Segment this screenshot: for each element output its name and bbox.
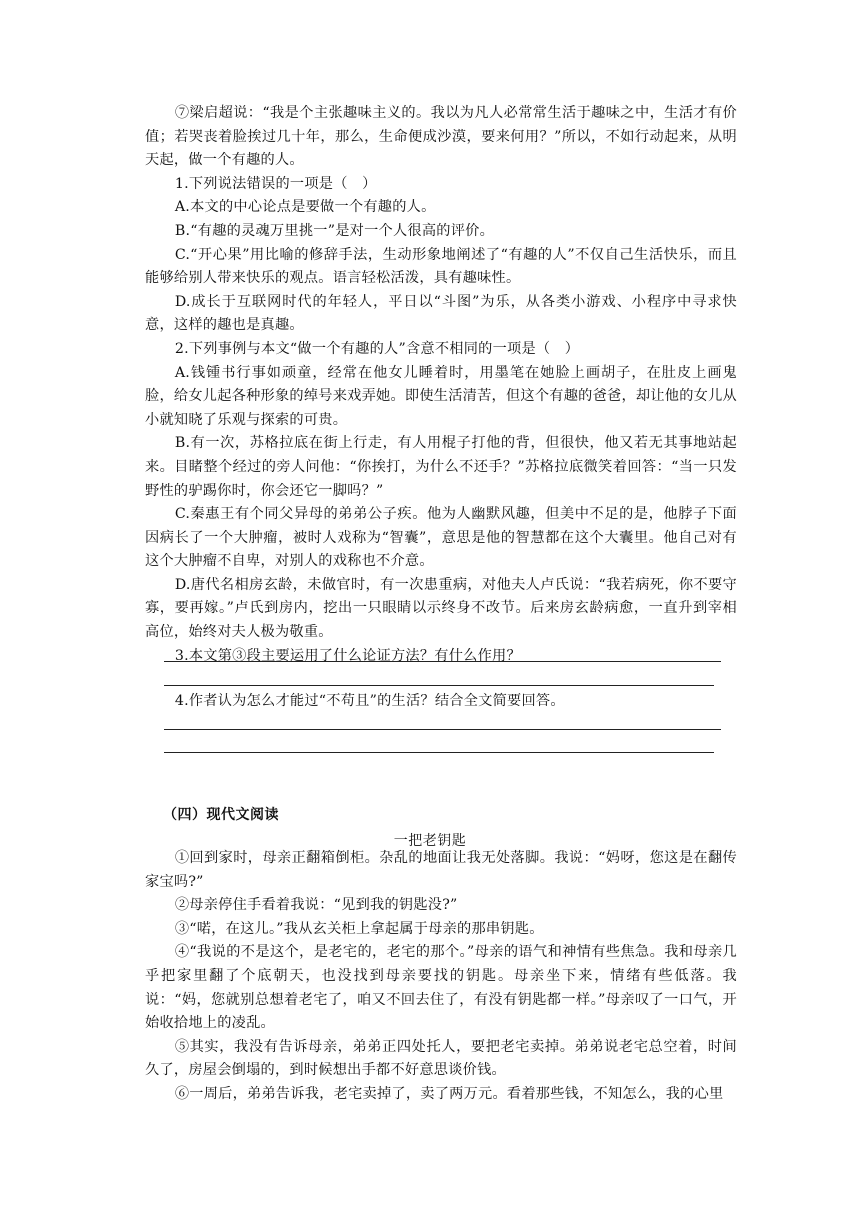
question-1-option-b: B.“有趣的灵魂万里挑一”是对一个人很高的评价。 [174,222,495,239]
question-1-option-a: A.本文的中心论点是要做一个有趣的人。 [174,199,436,216]
passage-title: 一把老钥匙 [393,833,467,849]
passage-paragraph-6: ⑥一周后，弟弟告诉我，老宅卖掉了，卖了两万元。看着那些钱，不知怎么，我的心里 [174,1085,724,1102]
answer-line[interactable] [164,685,714,686]
passage-paragraph-3: ③“喏，在这儿。”我从玄关柜上拿起属于母亲的那串钥匙。 [174,920,544,937]
passage-paragraph-5: ⑤其实，我没有告诉母亲，弟弟正四处托人，要把老宅卖掉。弟弟说老宅总空着，时间久了，房屋会倒塌的，到时候想出手都不好意思谈价钱。 [145,1038,737,1079]
question-4-block [145,690,737,714]
section-heading: （四）现代文阅读 [163,807,279,823]
passage-paragraph-2: ②母亲停住手看着我说：“见到我的钥匙没?” [174,897,458,914]
passage-continuation [145,102,737,668]
answer-line[interactable] [164,661,721,662]
paragraph-7: ⑦梁启超说：“我是个主张趣味主义的。我以为凡人必常常生活于趣味之中，生活才有价值；若哭丧着脸挨过几十年，那么，生命便成沙漠，要来何用？”所以，不如行动起来，从明天起，做一个有趣的人。 [145,105,737,169]
passage-paragraph-4: ④“我说的不是这个，是老宅的，老宅的那个。”母亲的语气和神情有些焦急。我和母亲几乎把家里翻了个底朝天，也没找到母亲要找的钥匙。母亲坐下来，情绪有些低落。我说：“妈，您就别总想着老宅了，咱又不回去住了，有没有钥匙都一样。”母亲叹了一口气，开始收拾地上的凌乱。 [145,944,737,1032]
question-2-option-a: A.钱锺书行事如顽童，经常在他女儿睡着时，用墨笔在她脸上画胡子，在肚皮上画鬼脸，给女儿起各种形象的绰号来戏弄她。即使生活清苦，但这个有趣的爸爸，却让他的女儿从小就知晓了乐观与探索的可贵。 [145,364,737,428]
passage-paragraph-1: ①回到家时，母亲正翻箱倒柜。杂乱的地面让我无处落脚。我说：“妈呀，您这是在翻传家宝吗?” [145,850,737,890]
answer-line[interactable] [164,729,721,730]
question-1-option-d: D.成长于互联网时代的年轻人，平日以“斗图”为乐，从各类小游戏、小程序中寻求快意，这样的趣也是真趣。 [145,293,737,334]
question-2-option-b: B.有一次，苏格拉底在街上行走，有人用棍子打他的背，但很快，他又若无其事地站起来。目睹整个经过的旁人问他：“你挨打，为什么不还手？”苏格拉底微笑着回答：“当一只发野性的驴踢你时，你会还它一脚吗？” [145,435,737,499]
question-3: 3.本文第③段主要运用了什么论证方法？有什么作用？ [174,647,521,664]
answer-line[interactable] [164,752,714,753]
question-2-option-c: C.秦惠王有个同父异母的弟弟公子疾。他为人幽默风趣，但美中不足的是，他脖子下面因病长了一个大肿瘤，被时人戏称为“智囊”，意思是他的智慧都在这个大囊里。他自己对有这个大肿瘤不自卑，对别人的戏称也不介意。 [145,506,737,570]
question-1-option-c: C.“开心果”用比喻的修辞手法，生动形象地阐述了“有趣的人”不仅自己生活快乐，而且能够给别人带来快乐的观点。语言轻松活泼，具有趣味性。 [145,246,737,287]
passage-body [145,847,737,1107]
question-2-option-d: D.唐代名相房玄龄，未做官时，有一次患重病，对他夫人卢氏说：“我若病死，你不要守寡，要再嫁。”卢氏到房内，挖出一只眼睛以示终身不改节。后来房玄龄病愈，一直升到宰相高位，始终对夫人极为敬重。 [145,576,737,641]
question-1: 1.下列说法错误的一项是（ ） [174,175,377,192]
question-2: 2.下列事例与本文“做一个有趣的人”含意不相同的一项是（ ） [174,340,580,357]
question-4: 4.作者认为怎么才能过“不苟且”的生活？结合全文简要回答。 [174,693,565,709]
